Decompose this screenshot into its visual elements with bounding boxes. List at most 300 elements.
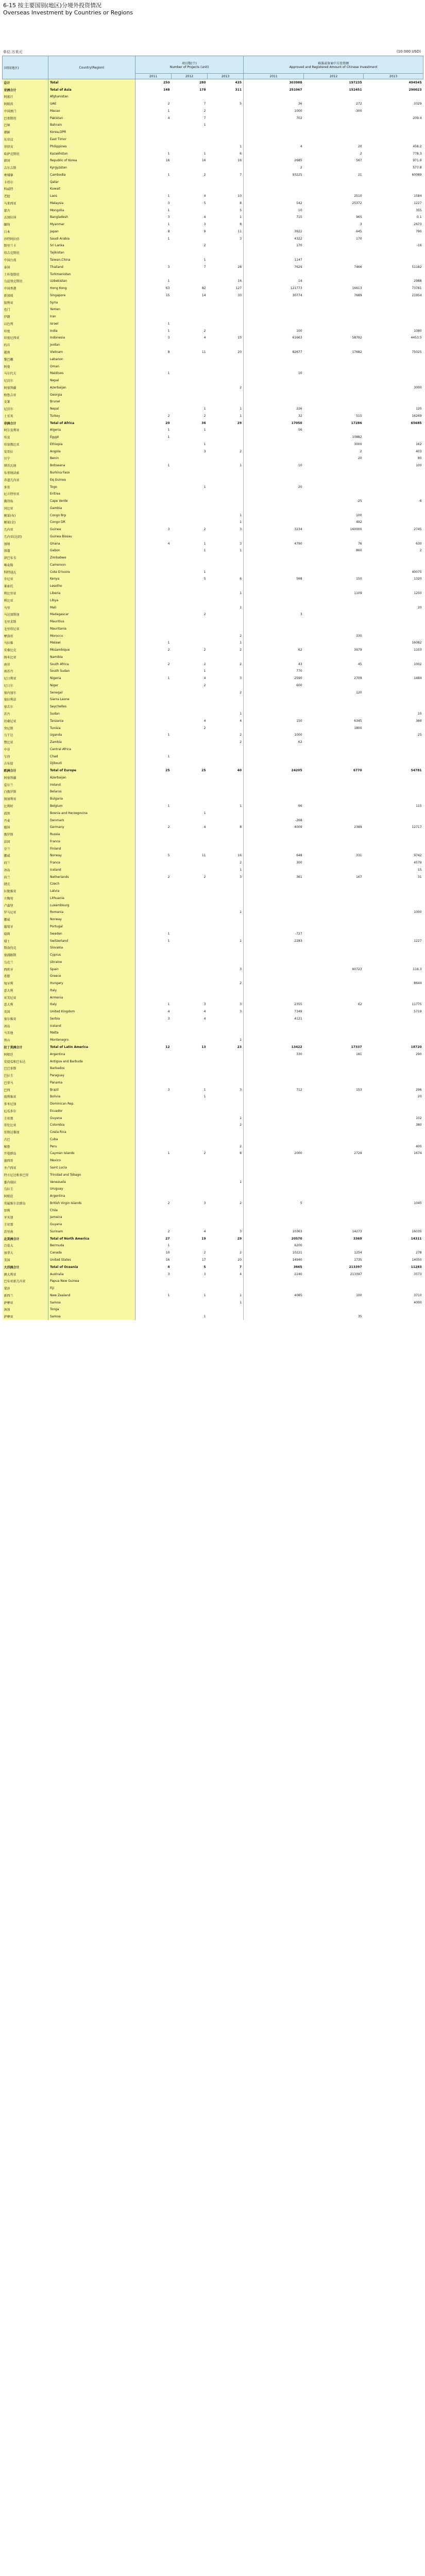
investment-amount-cell bbox=[304, 760, 364, 767]
project-count-cell: 15 bbox=[237, 336, 242, 340]
project-count-cell: 1 bbox=[203, 151, 206, 156]
investment-amount-cell bbox=[364, 320, 423, 328]
project-count-cell: 1 bbox=[240, 215, 242, 219]
country-name-en: Paraguay bbox=[48, 1072, 135, 1079]
investment-amount-cell: 10 bbox=[244, 370, 304, 377]
investment-amount-cell bbox=[244, 469, 304, 477]
country-name-zh: 泰国 bbox=[3, 263, 48, 270]
project-count-cell bbox=[135, 441, 172, 448]
investment-amount-cell: 62 bbox=[358, 1003, 362, 1007]
project-count-cell bbox=[208, 185, 244, 193]
country-name-zh: 吉布提 bbox=[3, 760, 48, 767]
project-count-cell bbox=[172, 1207, 208, 1214]
country-name-zh: 纳米比亚 bbox=[3, 654, 48, 661]
project-count-cell: 1 bbox=[203, 258, 206, 262]
investment-amount-cell bbox=[364, 391, 423, 398]
country-name-zh: 哥斯达黎加 bbox=[3, 1129, 48, 1136]
project-count-cell bbox=[172, 774, 208, 782]
table-row bbox=[3, 455, 423, 462]
project-count-cell bbox=[172, 384, 208, 391]
country-name-zh: 埃塞俄比亚 bbox=[3, 441, 48, 448]
project-count-cell bbox=[208, 504, 244, 512]
project-count-cell: 1 bbox=[240, 1293, 242, 1297]
project-count-cell: 2 bbox=[203, 875, 206, 879]
project-count-cell bbox=[208, 427, 244, 434]
investment-amount-cell bbox=[244, 306, 304, 313]
country-name-zh: 利比亚 bbox=[3, 597, 48, 604]
country-name-en: Canada bbox=[48, 1249, 135, 1257]
project-count-cell bbox=[208, 1221, 244, 1228]
country-name-en: Chad bbox=[48, 753, 135, 760]
investment-amount-cell bbox=[364, 533, 423, 540]
project-count-cell: 40 bbox=[237, 769, 242, 773]
investment-amount-cell: 16269 bbox=[412, 414, 422, 418]
country-name-zh: 菲律宾 bbox=[3, 143, 48, 150]
country-name-en: Tonga bbox=[48, 1306, 135, 1313]
investment-amount-cell: 1320 bbox=[414, 577, 422, 581]
investment-amount-cell bbox=[244, 1157, 304, 1164]
investment-amount-cell bbox=[304, 1008, 364, 1015]
project-count-cell: 2 bbox=[167, 662, 170, 666]
project-count-cell: 5 bbox=[203, 1265, 206, 1269]
investment-amount-cell bbox=[304, 1029, 364, 1037]
table-row bbox=[3, 568, 423, 575]
country-name-en: Afghanistan bbox=[48, 93, 135, 100]
project-count-cell: 3 bbox=[203, 1272, 206, 1276]
table-row bbox=[3, 647, 423, 654]
country-name-en: Ethiopia bbox=[48, 441, 135, 448]
table-row bbox=[3, 625, 423, 632]
country-name-zh: 阿根廷 bbox=[3, 1050, 48, 1058]
country-name-zh: 萨摩亚 bbox=[3, 1313, 48, 1320]
project-count-cell bbox=[172, 1050, 208, 1058]
project-count-cell bbox=[172, 1306, 208, 1313]
table-row bbox=[3, 1008, 423, 1015]
investment-amount-cell: 66 bbox=[244, 803, 304, 810]
investment-amount-cell: 1735 bbox=[354, 1258, 362, 1262]
country-name-zh: 莫桑比克 bbox=[3, 647, 48, 654]
investment-amount-cell: -6 bbox=[418, 499, 422, 503]
country-name-zh: 肯尼亚 bbox=[3, 575, 48, 583]
table-row bbox=[3, 108, 423, 115]
country-name-en: Jamaica bbox=[48, 1214, 135, 1221]
investment-amount-cell: 115 bbox=[416, 804, 422, 808]
country-name-zh: 斯里兰卡 bbox=[3, 242, 48, 249]
country-name-en: Barbados bbox=[48, 1065, 135, 1072]
project-count-cell: 1 bbox=[167, 1293, 170, 1297]
project-count-cell: 1 bbox=[167, 435, 170, 439]
project-count-cell bbox=[208, 1242, 244, 1249]
region-total-row bbox=[3, 1235, 423, 1242]
investment-amount-cell: 35 bbox=[358, 1315, 362, 1319]
project-count-cell bbox=[172, 320, 208, 328]
project-count-cell bbox=[135, 469, 172, 477]
country-name-zh: 乌兹别克斯坦 bbox=[3, 278, 48, 285]
project-count-cell bbox=[172, 363, 208, 370]
project-count-cell bbox=[172, 888, 208, 895]
investment-amount-cell bbox=[244, 1114, 304, 1122]
investment-amount-cell bbox=[364, 902, 423, 909]
investment-amount-cell: 24205 bbox=[244, 767, 304, 774]
project-count-cell: 3 bbox=[167, 215, 170, 219]
project-count-cell bbox=[135, 512, 172, 519]
project-count-cell bbox=[172, 781, 208, 788]
project-count-cell bbox=[172, 178, 208, 185]
table-row bbox=[3, 363, 423, 370]
investment-amount-cell: 770 bbox=[244, 668, 304, 675]
table-row bbox=[3, 263, 423, 270]
project-count-cell: 2 bbox=[240, 981, 242, 986]
country-name-zh: 巴林 bbox=[3, 122, 48, 129]
investment-amount-cell: 278 bbox=[416, 1251, 422, 1255]
investment-amount-cell: 2283 bbox=[244, 937, 304, 944]
country-name-zh: 日本 bbox=[3, 228, 48, 235]
country-name-zh: 加拿大 bbox=[3, 1249, 48, 1257]
investment-amount-cell bbox=[364, 1242, 423, 1249]
investment-amount-cell bbox=[364, 483, 423, 490]
investment-amount-cell: 21954 bbox=[412, 293, 422, 297]
table-row bbox=[3, 760, 423, 767]
projects-header-en: Number of Projects (unit) bbox=[169, 65, 209, 69]
investment-amount-cell bbox=[304, 788, 364, 795]
investment-amount-cell: 4000 bbox=[414, 1300, 422, 1304]
country-name-en: Zimbabwe bbox=[48, 554, 135, 562]
project-count-cell: 5 bbox=[167, 854, 170, 858]
investment-amount-cell bbox=[244, 696, 304, 703]
project-count-cell bbox=[135, 952, 172, 959]
investment-amount-cell: 648 bbox=[244, 852, 304, 859]
country-name-zh: 英属维尔京群岛 bbox=[3, 1199, 48, 1207]
country-name-zh: 特立尼达和多巴哥 bbox=[3, 1171, 48, 1178]
project-count-cell bbox=[208, 809, 244, 817]
investment-amount-cell bbox=[244, 1207, 304, 1214]
investment-amount-cell: 7466 bbox=[354, 265, 362, 269]
investment-amount-cell bbox=[244, 1136, 304, 1143]
project-count-cell: 1 bbox=[203, 407, 206, 411]
country-name-zh: 英国 bbox=[3, 1008, 48, 1015]
project-count-cell bbox=[135, 1136, 172, 1143]
year-header: 2013 bbox=[364, 74, 423, 79]
project-count-cell bbox=[208, 1157, 244, 1164]
project-count-cell: 25 bbox=[165, 769, 170, 773]
investment-amount-cell bbox=[304, 916, 364, 923]
project-count-cell: 6 bbox=[240, 577, 242, 581]
country-name-zh: 乌拉圭 bbox=[3, 1185, 48, 1193]
project-count-cell: 2 bbox=[240, 733, 242, 737]
project-count-cell bbox=[208, 114, 244, 122]
project-count-cell bbox=[135, 448, 172, 455]
investment-amount-cell: 568 bbox=[244, 575, 304, 583]
country-name-en: South Sudan bbox=[48, 668, 135, 675]
country-name-zh: 摩洛哥 bbox=[3, 632, 48, 639]
investment-amount-cell: 10363 bbox=[244, 1228, 304, 1235]
project-count-cell bbox=[208, 257, 244, 264]
investment-amount-cell: 403 bbox=[416, 449, 422, 453]
table-row bbox=[3, 682, 423, 689]
country-name-en: Djibouti bbox=[48, 760, 135, 767]
investment-amount-cell: 73781 bbox=[412, 286, 422, 291]
project-count-cell: 7 bbox=[239, 1265, 242, 1269]
project-count-cell bbox=[135, 923, 172, 930]
table-row bbox=[3, 803, 423, 810]
project-count-cell: 1 bbox=[167, 223, 170, 227]
investment-amount-cell bbox=[364, 817, 423, 824]
investment-amount-cell: 567 bbox=[356, 159, 362, 163]
project-count-cell bbox=[208, 817, 244, 824]
project-count-cell bbox=[172, 519, 208, 526]
investment-amount-cell bbox=[244, 1029, 304, 1037]
project-count-cell bbox=[135, 987, 172, 994]
investment-amount-cell: 1584 bbox=[414, 194, 422, 198]
investment-amount-cell bbox=[304, 682, 364, 689]
investment-amount-cell bbox=[244, 178, 304, 185]
country-name-en: Nepal bbox=[48, 405, 135, 413]
project-count-cell bbox=[172, 1164, 208, 1172]
project-count-cell: 2 bbox=[167, 414, 170, 418]
table-row bbox=[3, 526, 423, 533]
country-name-en: Turkey bbox=[48, 412, 135, 419]
country-name-zh: 巴巴多斯 bbox=[3, 1065, 48, 1072]
country-name-en: Maldives bbox=[48, 370, 135, 377]
investment-amount-cell bbox=[304, 745, 364, 753]
project-count-cell bbox=[208, 952, 244, 959]
project-count-cell bbox=[135, 745, 172, 753]
investment-amount-cell bbox=[364, 597, 423, 604]
table-row bbox=[3, 441, 423, 448]
country-name-zh: 智利 bbox=[3, 1207, 48, 1214]
project-count-cell bbox=[135, 795, 172, 803]
project-count-cell: 4 bbox=[240, 1272, 242, 1276]
investment-amount-cell bbox=[304, 1285, 364, 1292]
investment-amount-cell bbox=[364, 760, 423, 767]
project-count-cell: 1 bbox=[240, 910, 242, 914]
country-name-zh: 马拉维 bbox=[3, 639, 48, 647]
table-row bbox=[3, 122, 423, 129]
project-count-cell: 5 bbox=[203, 577, 206, 581]
country-name-zh: 马尔代夫 bbox=[3, 370, 48, 377]
country-name-zh: 博茨瓦纳 bbox=[3, 462, 48, 469]
project-count-cell bbox=[135, 625, 172, 632]
investment-amount-cell: 600 bbox=[244, 682, 304, 689]
table-row bbox=[3, 178, 423, 185]
project-count-cell bbox=[135, 611, 172, 618]
investment-amount-cell bbox=[304, 1299, 364, 1306]
investment-amount-cell bbox=[244, 398, 304, 405]
investment-amount-cell: 11283 bbox=[411, 1265, 422, 1269]
project-count-cell bbox=[135, 880, 172, 888]
investment-amount-cell: 3979 bbox=[354, 648, 362, 652]
investment-amount-cell bbox=[364, 1214, 423, 1221]
project-count-cell bbox=[135, 994, 172, 1001]
investment-amount-cell bbox=[304, 803, 364, 810]
project-count-cell: 12 bbox=[165, 1045, 170, 1049]
project-count-cell bbox=[208, 753, 244, 760]
country-name-en: Philippines bbox=[48, 143, 135, 150]
country-name-en: Korea,DPR bbox=[48, 129, 135, 136]
country-name-en: Myanmar bbox=[48, 221, 135, 228]
investment-amount-cell bbox=[304, 937, 364, 944]
project-count-cell bbox=[135, 519, 172, 526]
investment-amount-cell: 2 bbox=[244, 164, 304, 172]
investment-amount-cell bbox=[364, 93, 423, 100]
investment-amount-cell bbox=[304, 1278, 364, 1285]
investment-amount-cell: 965 bbox=[356, 215, 362, 219]
country-name-zh: 几内亚 bbox=[3, 526, 48, 533]
investment-amount-cell: 1000 bbox=[414, 910, 422, 914]
project-count-cell: 29 bbox=[237, 421, 242, 425]
investment-amount-cell: 790 bbox=[416, 229, 422, 233]
country-name-zh: 保加利亚 bbox=[3, 795, 48, 803]
investment-amount-cell bbox=[244, 249, 304, 257]
country-name-en: Hong Kong bbox=[48, 285, 135, 292]
project-count-cell: 11 bbox=[201, 350, 206, 354]
project-count-cell bbox=[172, 902, 208, 909]
country-name-zh: 百慕大 bbox=[3, 1242, 48, 1249]
project-count-cell: 16 bbox=[237, 279, 242, 283]
project-count-cell: 8 bbox=[240, 1151, 242, 1156]
table-row bbox=[3, 1214, 423, 1221]
project-count-cell bbox=[172, 469, 208, 477]
project-count-cell: 1 bbox=[240, 1300, 242, 1304]
investment-amount-cell bbox=[304, 122, 364, 129]
project-count-cell bbox=[208, 831, 244, 838]
country-name-zh: 多哥 bbox=[3, 483, 48, 490]
country-name-zh: 沙特阿拉伯 bbox=[3, 235, 48, 242]
country-name-en: Uganda bbox=[48, 732, 135, 739]
table-row bbox=[3, 547, 423, 554]
unit-right: (10 000 USD) bbox=[396, 49, 421, 54]
project-count-cell bbox=[135, 717, 172, 724]
table-row bbox=[3, 498, 423, 505]
country-name-zh: 尼日尔 bbox=[3, 682, 48, 689]
investment-amount-cell: 272 bbox=[356, 102, 362, 106]
investment-amount-cell bbox=[304, 1193, 364, 1200]
investment-amount-cell: 62 bbox=[244, 739, 304, 746]
investment-amount-cell bbox=[304, 880, 364, 888]
investment-amount-cell bbox=[244, 745, 304, 753]
project-count-cell: 1 bbox=[203, 428, 206, 432]
country-name-en: Italy bbox=[48, 987, 135, 994]
investment-amount-cell bbox=[244, 1037, 304, 1044]
investment-amount-cell bbox=[364, 1022, 423, 1029]
project-count-cell: 82 bbox=[201, 286, 206, 291]
investment-amount-cell: 2 bbox=[419, 549, 422, 553]
country-name-en: Surinam bbox=[48, 1228, 135, 1235]
country-name-zh: 柬埔寨 bbox=[3, 171, 48, 178]
project-count-cell bbox=[172, 1122, 208, 1129]
investment-amount-cell: 492 bbox=[356, 520, 362, 524]
investment-amount-cell: 2 bbox=[360, 151, 362, 156]
investment-amount-cell bbox=[304, 611, 364, 618]
project-count-cell bbox=[208, 1022, 244, 1029]
investment-amount-cell: 4790 bbox=[244, 540, 304, 547]
project-count-cell bbox=[135, 739, 172, 746]
investment-amount-cell: 82677 bbox=[244, 349, 304, 356]
table-row bbox=[3, 270, 423, 278]
country-name-zh: 蒙古 bbox=[3, 207, 48, 214]
project-count-cell: 11 bbox=[237, 229, 242, 233]
project-count-cell bbox=[172, 973, 208, 980]
table-row bbox=[3, 370, 423, 377]
investment-amount-cell bbox=[304, 504, 364, 512]
project-count-cell bbox=[172, 1108, 208, 1115]
project-count-cell: 2 bbox=[240, 1123, 242, 1127]
project-count-cell bbox=[208, 1029, 244, 1037]
investment-amount-cell: 7349 bbox=[244, 1008, 304, 1015]
project-count-cell: 3 bbox=[240, 875, 242, 879]
investment-amount-cell: 2709 bbox=[354, 676, 362, 681]
project-count-cell bbox=[135, 498, 172, 505]
region-total-row bbox=[3, 419, 423, 427]
project-count-cell bbox=[135, 909, 172, 916]
country-name-zh: 阿富汗 bbox=[3, 93, 48, 100]
table-row bbox=[3, 937, 423, 944]
investment-amount-cell bbox=[244, 795, 304, 803]
investment-amount-cell: 290 bbox=[416, 1052, 422, 1056]
project-count-cell: 1 bbox=[240, 144, 242, 148]
investment-amount-cell: 11775 bbox=[412, 1003, 422, 1007]
project-count-cell bbox=[172, 270, 208, 278]
investment-amount-cell: 300 bbox=[244, 859, 304, 867]
investment-amount-cell: 4 bbox=[244, 143, 304, 150]
investment-amount-cell bbox=[364, 355, 423, 363]
country-name-zh: 古巴 bbox=[3, 1136, 48, 1143]
country-name-en: Sweden bbox=[48, 930, 135, 937]
country-name-zh: 总计 bbox=[3, 79, 48, 87]
investment-amount-cell bbox=[244, 313, 304, 320]
project-count-cell: 1 bbox=[240, 549, 242, 553]
country-name-zh: 贝宁 bbox=[3, 455, 48, 462]
investment-amount-cell bbox=[244, 1108, 304, 1115]
country-name-en: UAE bbox=[48, 100, 135, 108]
country-name-zh: 圭亚那 bbox=[3, 1221, 48, 1228]
country-name-en: South Africa bbox=[48, 660, 135, 668]
project-count-cell bbox=[135, 143, 172, 150]
project-count-cell: 1 bbox=[240, 1038, 242, 1042]
project-count-cell bbox=[135, 1193, 172, 1200]
table-row bbox=[3, 1313, 423, 1320]
investment-amount-cell: 10221 bbox=[244, 1249, 304, 1257]
investment-amount-cell bbox=[364, 724, 423, 732]
table-row bbox=[3, 753, 423, 760]
country-name-zh: 挪威 bbox=[3, 916, 48, 923]
table-row bbox=[3, 1065, 423, 1072]
investment-amount-cell bbox=[304, 987, 364, 994]
investment-amount-cell: 65685 bbox=[411, 421, 422, 425]
investment-amount-cell: 366 bbox=[416, 719, 422, 723]
investment-amount-cell: 58792 bbox=[352, 336, 362, 340]
table-row bbox=[3, 838, 423, 845]
project-count-cell bbox=[135, 1058, 172, 1065]
country-name-zh: 玻利维亚 bbox=[3, 1093, 48, 1100]
investment-amount-cell bbox=[244, 980, 304, 987]
country-name-en: United Kingdom bbox=[48, 1008, 135, 1015]
project-count-cell bbox=[172, 618, 208, 625]
investment-amount-cell: 860 bbox=[356, 549, 362, 553]
project-count-cell: 15 bbox=[165, 293, 170, 297]
project-count-cell bbox=[135, 817, 172, 824]
country-name-en: Brazil bbox=[48, 1086, 135, 1093]
table-row bbox=[3, 675, 423, 682]
project-count-cell: 23 bbox=[237, 1045, 242, 1049]
investment-amount-cell bbox=[304, 838, 364, 845]
country-name-zh: 拉脱维亚 bbox=[3, 888, 48, 895]
project-count-cell bbox=[135, 533, 172, 540]
country-name-zh: 毛里求斯 bbox=[3, 618, 48, 625]
table-row bbox=[3, 349, 423, 356]
project-count-cell bbox=[135, 342, 172, 349]
investment-amount-cell bbox=[364, 682, 423, 689]
